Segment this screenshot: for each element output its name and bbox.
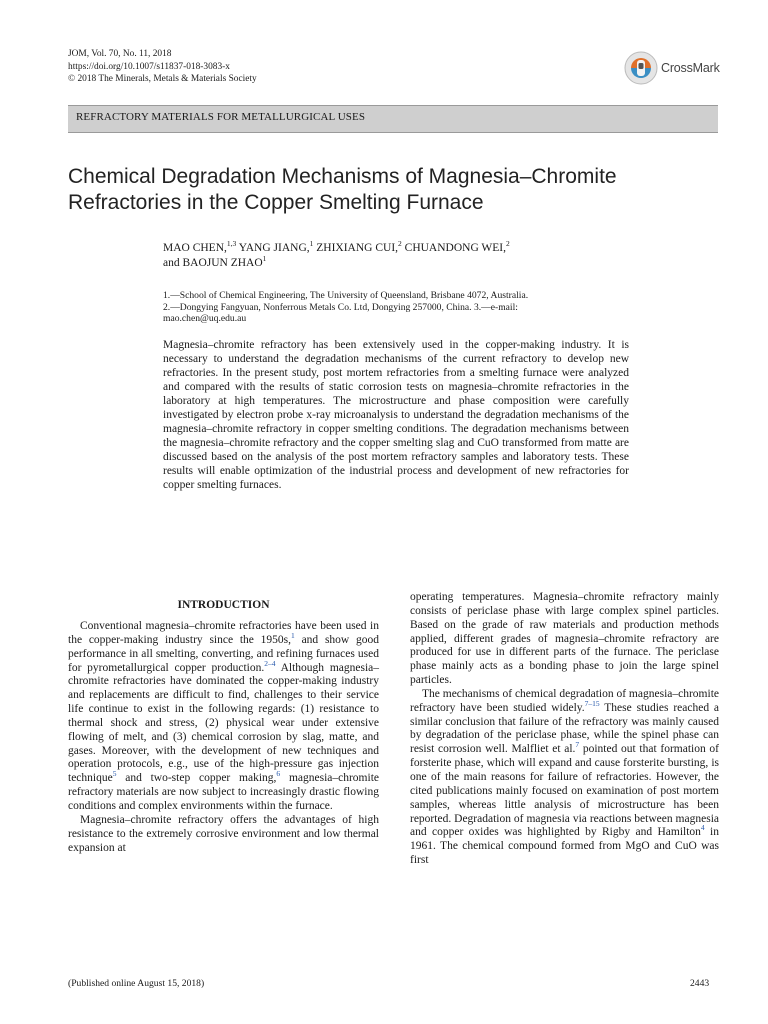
journal-meta [68, 48, 257, 86]
text-run: Although magnesia–chromite refractories have dominated the copper-making industry and replacements are difficult to find, challenges to their service life continue to exist in the following regards: (1) resistance to thermal shock and stress, (2) physical wear under extensive flowing of melt, and (3) chemical corrosion by slag, matte, and gases. Moreover, with the development of new techniques and operation protocols, e.g., use of the high-pressure gas injection technique [68, 661, 379, 785]
author-name: CHUANDONG WEI, [401, 242, 507, 254]
author-affil: 2 [506, 239, 510, 249]
page-number: 2443 [690, 978, 710, 989]
citation-link[interactable]: 6 [276, 769, 281, 779]
author-line-2 [163, 253, 693, 271]
paragraph [68, 620, 379, 814]
text-run: magnesia–chromite refractory materials are now subject to increasingly drastic flowing conditions and complex environments within the furnace. [68, 772, 379, 812]
citation-link[interactable]: 7 [575, 740, 580, 750]
author-affil: 1 [262, 253, 267, 263]
crossmark-label: CrossMark [661, 61, 720, 75]
email-link[interactable]: mao.chen@uq.edu.au [163, 313, 247, 325]
abstract: Magnesia–chromite refractory has been extensively used in the copper-making industry. It is necessary to understand the degradation mechanisms of the current refractory to develop new refractories. In the present study, post mortem refractories from a smelting furnace were analyzed and compared with the results of static corrosion tests on magnesia–chromite refractories in the laboratory at high temperatures. The microstructure and phase composition were carefully investigated by electron probe x-ray microanalysis to understand the degradation mechanisms of the magnesia–chromite refractory in copper smelting conditions. The degradation mechanisms between the magnesia–chromite refractory and the copper smelting slag and CuO transformed from matte are discussed based on the analysis of the post mortem refractory samples and laboratory tests. These results will enable optimization of the industrial process and development of new refractories for copper smelting furnaces. [163, 339, 629, 491]
text-run: These studies reached a similar conclusion that failure of the refractory was mainly caused by degradation of the periclase phase, while the spinel phase can resist corrosion well. Malfliet et al. [410, 701, 719, 756]
author-name: YANG JIANG, [236, 242, 310, 254]
author-affil: 1,3 [226, 239, 237, 249]
author-line-1 [163, 241, 693, 256]
affiliation-line: 2.—Dongying Fangyuan, Nonferrous Metals Co. Ltd, Dongying 257000, China. 3.—e-mail: [163, 301, 518, 313]
author-list [163, 241, 693, 270]
text-run: The mechanisms of chemical degradation of magnesia–chromite refractory have been studied widely. [410, 687, 719, 714]
text-run: and two-step copper making, [116, 772, 277, 785]
column-right [410, 591, 719, 868]
affiliations [163, 290, 633, 325]
section-heading: INTRODUCTION [177, 599, 270, 611]
author-name: and BAOJUN ZHAO [163, 256, 263, 269]
affiliation-line: 1.—School of Chemical Engineering, The University of Queensland, Brisbane 4072, Australia. [163, 290, 529, 301]
paragraph [410, 688, 719, 868]
citation-link[interactable]: 5 [112, 769, 117, 779]
text-run: and show good performance in all smelting, converting, and refining furnaces used for pyrometallurgical copper production. [68, 633, 380, 674]
citation-link[interactable]: 7–15 [584, 698, 600, 708]
published-date: (Published online August 15, 2018) [68, 978, 205, 989]
section-banner [68, 105, 718, 133]
crossmark-badge[interactable] [624, 50, 730, 86]
journal-citation: JOM, Vol. 70, No. 11, 2018 [68, 49, 172, 59]
title-line-1: Chemical Degradation Mechanisms of Magnesia–Chromite [68, 165, 617, 188]
citation-link[interactable]: 2–4 [264, 658, 276, 668]
crossmark-icon [624, 51, 658, 85]
article-title [68, 164, 708, 216]
text-run: in 1961. The chemical compound formed from MgO and CuO was first [410, 826, 719, 867]
author-affil: 1 [309, 239, 314, 249]
citation-link[interactable]: 1 [291, 631, 295, 641]
author-name: MAO CHEN, [163, 242, 227, 254]
section-label: REFRACTORY MATERIALS FOR METALLURGICAL USES [76, 111, 366, 123]
copyright: © 2018 The Minerals, Metals & Materials Society [68, 74, 257, 84]
column-left [68, 620, 379, 855]
title-line-2: Refractories in the Copper Smelting Furnace [68, 191, 484, 214]
author-name: ZHIXIANG CUI, [313, 242, 399, 254]
paragraph: operating temperatures. Magnesia–chromite refractory mainly consists of periclase phase with large complex spinel particles. Based on the grade of raw materials and production methods applied, different grades of magnesia–chromite refractory are produced for use in different parts of the furnace. The periclase phase mainly acts as a bonding phase to join the large spinel particles. [410, 591, 719, 687]
paragraph: Magnesia–chromite refractory offers the advantages of high resistance to the extremely corrosive environment and low thermal expansion at [68, 813, 379, 854]
citation-link[interactable]: 4 [700, 823, 705, 833]
doi-link[interactable]: https://doi.org/10.1007/s11837-018-3083-x [68, 61, 230, 72]
text-run: Conventional magnesia–chromite refractories have been used in the copper-making industry since the 1950s, [68, 620, 379, 646]
author-affil: 2 [398, 239, 402, 249]
text-run: pointed out that formation of forsterite phase, which will expand and cause forsterite bursting, is one of the main reasons for failure of refractories. However, the cited publications mainly focused on examination of post mortem samples, whereas little analysis of microstructure has been reported. Degradation of magnesia via reactions between magnesia and copper oxides was highlighted by Rigby and Hamilton [410, 743, 719, 839]
